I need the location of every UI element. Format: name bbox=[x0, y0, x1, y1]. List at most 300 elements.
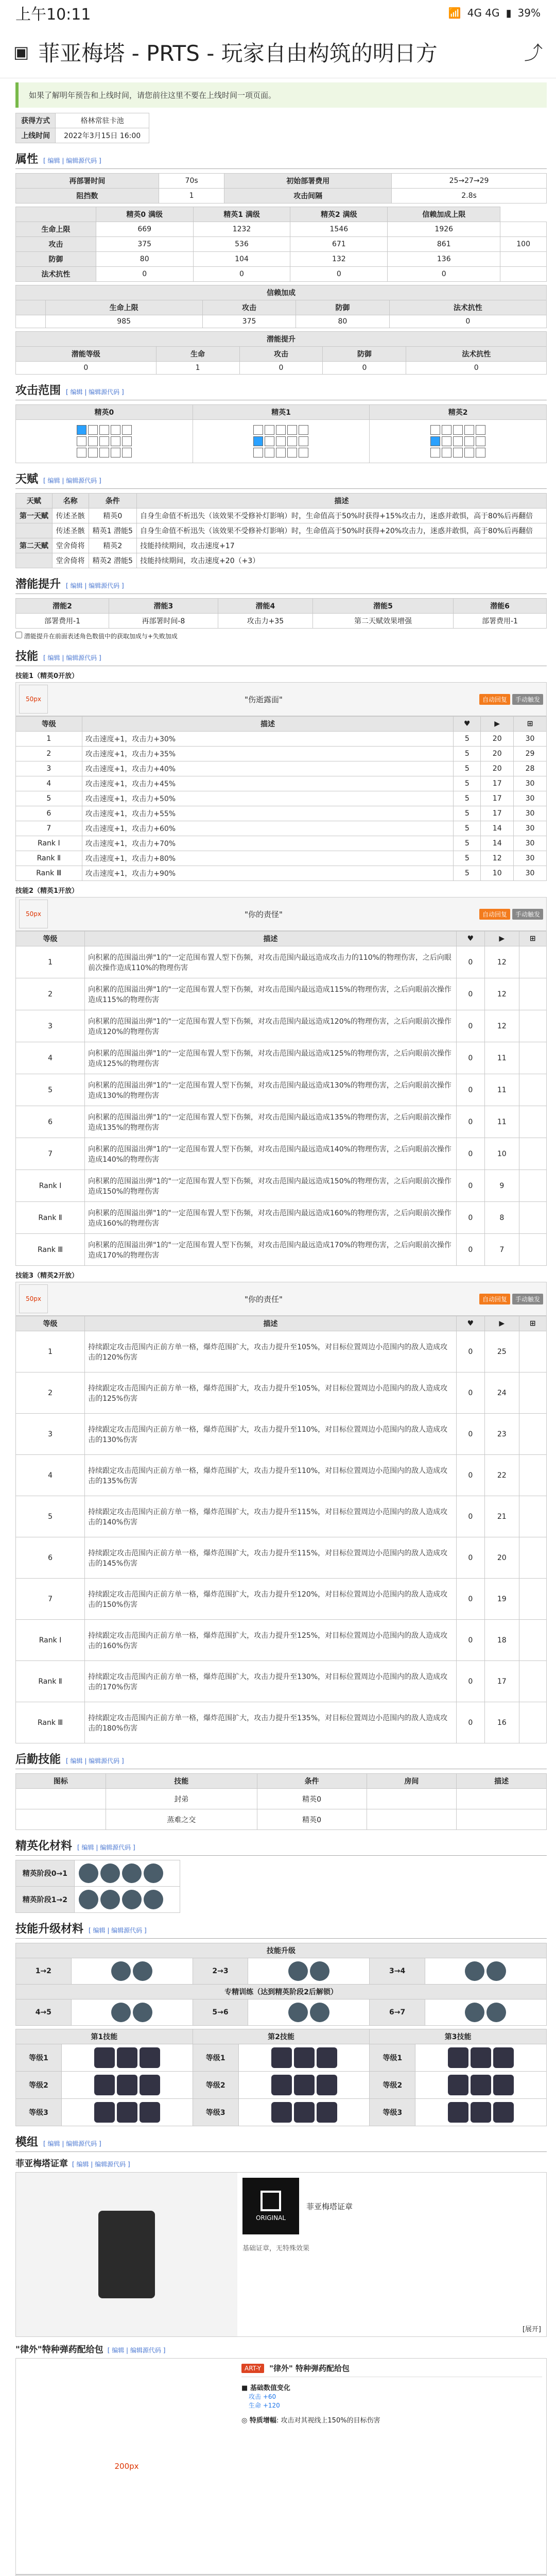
spec-head: 第3技能 bbox=[370, 2029, 547, 2044]
cell: 房间 bbox=[367, 1774, 457, 1789]
elite-table bbox=[15, 1860, 180, 1913]
table-row bbox=[16, 1579, 547, 1620]
cell: 1 bbox=[16, 1331, 85, 1372]
cell: 0 bbox=[456, 1170, 484, 1202]
spec-head: 第2技能 bbox=[193, 2029, 370, 2044]
cell: 5 bbox=[454, 821, 481, 836]
potential-checkbox[interactable] bbox=[15, 632, 22, 638]
mod-bonus-txt: 攻击对其视线上150%的目标伤害 bbox=[281, 2417, 380, 2425]
cell: 861 bbox=[388, 237, 500, 252]
battery-text: 39% bbox=[517, 7, 541, 19]
cell: 信赖加成上限 bbox=[388, 207, 500, 222]
cell: 0 bbox=[239, 362, 323, 375]
cell bbox=[519, 1372, 546, 1414]
cell: 3 bbox=[16, 1414, 85, 1455]
cell: 0 bbox=[456, 1010, 484, 1042]
edit-link[interactable]: [ 编辑 | 编辑源代码 ] bbox=[107, 2347, 166, 2354]
table-row bbox=[16, 1537, 547, 1579]
cell: 精英0 bbox=[89, 509, 137, 523]
cell: 向积累的范围溢出弹"1的"一定范围布置人型下伤频，对攻击范围内最远造成115%的物理伤害，之后向眼前次操作造成115%的物理伤害 bbox=[85, 978, 457, 1010]
cell: 0 bbox=[456, 1138, 484, 1170]
table-row bbox=[16, 776, 547, 791]
table-row bbox=[16, 1042, 547, 1074]
cell: 持续跟定攻击范围内正前方单一格，爆炸范围扩大，攻击力提升至105%，对目标位置周边小范围内的敌人造成攻击的120%伤害 bbox=[85, 1331, 457, 1372]
section-skillmat bbox=[15, 1920, 547, 1939]
cell bbox=[519, 1138, 546, 1170]
attr-stats-table bbox=[15, 207, 547, 282]
edit-link[interactable]: [ 编辑 | 编辑源代码 ] bbox=[72, 2161, 130, 2168]
skill-tag: 自动回复 bbox=[479, 1294, 510, 1304]
cell: 1 bbox=[156, 362, 239, 375]
cell: 精英1 潜能5 bbox=[89, 523, 137, 538]
cell: ⊞ bbox=[519, 1316, 546, 1331]
cell: 名称 bbox=[52, 494, 89, 509]
edit-link[interactable]: [ 编辑 | 编辑源代码 ] bbox=[43, 477, 101, 484]
cell: 法术抗性 bbox=[389, 300, 546, 315]
cell bbox=[519, 1331, 546, 1372]
skill-icon: 50px bbox=[19, 1284, 48, 1313]
cell: 0 bbox=[456, 1702, 484, 1743]
edit-link[interactable]: [ 编辑 | 编辑源代码 ] bbox=[66, 582, 124, 589]
range-table bbox=[15, 404, 547, 463]
skill-header bbox=[15, 897, 547, 931]
skill-label: 技能1（精英0开放） bbox=[15, 672, 79, 680]
cell: ⊞ bbox=[514, 717, 547, 732]
spec-lv: 等级3 bbox=[16, 2099, 62, 2126]
cell: 5 bbox=[454, 866, 481, 881]
table-row bbox=[16, 1372, 547, 1414]
cell: 671 bbox=[290, 237, 388, 252]
cell: 向积累的范围溢出弹"1的"一定范围布置人型下伤频，对攻击范围内最远造成135%的物理伤害，之后向眼前次操作造成135%的物理伤害 bbox=[85, 1106, 457, 1138]
range-grid-e1 bbox=[196, 425, 367, 457]
cell: 5 bbox=[454, 747, 481, 761]
cell: 持续跟定攻击范围内正前方单一格，爆炸范围扩大，攻击力提升至130%，对目标位置周边小范围内的敌人造成攻击的170%伤害 bbox=[85, 1661, 457, 1702]
cell: 图标 bbox=[16, 1774, 106, 1789]
cell: 0 bbox=[406, 362, 547, 375]
cell: 4 bbox=[16, 1455, 85, 1496]
cell: 1232 bbox=[193, 222, 290, 237]
notice-box bbox=[15, 82, 547, 108]
cell: 传述圣骸 bbox=[52, 509, 89, 523]
cell bbox=[519, 1234, 546, 1266]
cell: 0 bbox=[456, 1620, 484, 1661]
cell: Rank Ⅱ bbox=[16, 1202, 85, 1234]
cell: 7 bbox=[16, 1138, 85, 1170]
cell: 4 bbox=[16, 776, 82, 791]
spec-lv: 等级1 bbox=[16, 2044, 62, 2072]
cell: 536 bbox=[193, 237, 290, 252]
spec-lv: 等级3 bbox=[370, 2099, 415, 2126]
section-skills bbox=[15, 648, 547, 666]
section-title: 技能升级材料 bbox=[15, 1923, 84, 1936]
skill-label: 技能3（精英2开放） bbox=[15, 1272, 79, 1280]
cell: 0 bbox=[456, 1372, 484, 1414]
cell: 80 bbox=[96, 252, 193, 267]
cell: 0 bbox=[456, 1234, 484, 1266]
cell: 封弟 bbox=[106, 1789, 257, 1809]
cell: 2 bbox=[16, 978, 85, 1010]
cell: 104 bbox=[193, 252, 290, 267]
cell: 0 bbox=[456, 1661, 484, 1702]
cell: 28 bbox=[514, 761, 547, 776]
cell: 70s bbox=[159, 174, 224, 189]
skill-table bbox=[15, 1316, 547, 1743]
signal-text: 4G 4G bbox=[467, 7, 500, 19]
cell: 蒸难之交 bbox=[106, 1809, 257, 1830]
cell: 5 bbox=[454, 836, 481, 851]
cell: 20 bbox=[481, 747, 514, 761]
spec-lv: 等级1 bbox=[370, 2044, 415, 2072]
cell: 0 bbox=[389, 315, 546, 328]
skill-label: 技能2（精英1开放） bbox=[15, 887, 79, 895]
cell: 5 bbox=[16, 791, 82, 806]
cell: 精英1 满级 bbox=[193, 207, 290, 222]
cell: 再部署时间-8 bbox=[109, 614, 218, 629]
cell: 30 bbox=[514, 836, 547, 851]
skill-step: 6→7 bbox=[370, 1999, 425, 2026]
spec-lv: 等级2 bbox=[370, 2072, 415, 2099]
edit-link[interactable]: [ 编辑 | 编辑源代码 ] bbox=[43, 157, 101, 164]
edit-link[interactable]: [ 编辑 | 编辑源代码 ] bbox=[89, 1927, 147, 1934]
cell: 6 bbox=[16, 1106, 85, 1138]
cell: 9 bbox=[484, 1170, 519, 1202]
cell bbox=[519, 1661, 546, 1702]
section-title: 攻击范围 bbox=[15, 384, 61, 397]
mod-attr2: 生命 +120 bbox=[249, 2402, 280, 2409]
cell: 攻击速度+1，攻击力+55% bbox=[82, 806, 454, 821]
cell: 17 bbox=[481, 776, 514, 791]
cell: Rank Ⅱ bbox=[16, 851, 82, 866]
cell: 0 bbox=[456, 1106, 484, 1138]
release-key: 上线时间 bbox=[16, 128, 56, 143]
cell: 第二天赋效果增强 bbox=[313, 614, 454, 629]
mod-attr: 基础数值变化 bbox=[250, 2384, 290, 2392]
table-row bbox=[16, 791, 547, 806]
cell: 30 bbox=[514, 866, 547, 881]
cell bbox=[16, 207, 96, 222]
edit-link[interactable]: [ 编辑 | 编辑源代码 ] bbox=[43, 654, 101, 662]
skill-tag: 手动触发 bbox=[512, 694, 543, 705]
cell: Rank Ⅲ bbox=[16, 1702, 85, 1743]
cell: 0 bbox=[456, 1496, 484, 1537]
section-title: 属性 bbox=[15, 153, 39, 166]
cell bbox=[519, 1455, 546, 1496]
skill-tag: 手动触发 bbox=[512, 909, 543, 920]
table-row bbox=[16, 1202, 547, 1234]
cell: 持续跟定攻击范围内正前方单一格，爆炸范围扩大，攻击力提升至120%，对目标位置周边小范围内的敌人造成攻击的150%伤害 bbox=[85, 1579, 457, 1620]
table-row bbox=[16, 1138, 547, 1170]
table-row bbox=[16, 1010, 547, 1042]
cell: 传述圣骸 bbox=[52, 523, 89, 538]
cell: 16 bbox=[484, 1702, 519, 1743]
elite-key: 精英阶段0→1 bbox=[16, 1860, 75, 1887]
mod-image-label: 200px bbox=[114, 2462, 139, 2471]
cell: Rank Ⅲ bbox=[16, 1234, 85, 1266]
cell: 法术抗性 bbox=[16, 267, 96, 282]
cell: 描述 bbox=[457, 1774, 547, 1789]
cell bbox=[16, 523, 53, 538]
cell bbox=[519, 1620, 546, 1661]
cell: 描述 bbox=[85, 931, 457, 946]
cell: 375 bbox=[96, 237, 193, 252]
cell: 2.8s bbox=[392, 189, 547, 204]
trust-title: 信赖加成 bbox=[16, 285, 547, 300]
cell: Rank Ⅲ bbox=[16, 866, 82, 881]
cell: 0 bbox=[456, 1202, 484, 1234]
cell: 攻击速度+1，攻击力+70% bbox=[82, 836, 454, 851]
skillmat-spec: 专精训练（达到精英阶段2后解锁） bbox=[16, 1985, 547, 1999]
cell: 自身生命值不析迅失（该效果不受修补灯影响）时，生命值高于50%时获得+20%攻击力，迷惑并敢惧，高于80%后再翻倍 bbox=[137, 523, 547, 538]
cell: Rank Ⅰ bbox=[16, 836, 82, 851]
cell: 描述 bbox=[137, 494, 547, 509]
cell bbox=[367, 1789, 457, 1809]
cell: 持续跟定攻击范围内正前方单一格，爆炸范围扩大，攻击力提升至110%，对目标位置周边小范围内的敌人造成攻击的130%伤害 bbox=[85, 1414, 457, 1455]
cert-name: 菲亚梅塔证章 bbox=[306, 2201, 353, 2211]
cell: 初始部署费用 bbox=[224, 174, 392, 189]
cell: 8 bbox=[484, 1202, 519, 1234]
cell: 30 bbox=[514, 821, 547, 836]
cell: 20 bbox=[481, 761, 514, 776]
table-row bbox=[16, 836, 547, 851]
cell: 3 bbox=[16, 761, 82, 776]
cell: 30 bbox=[514, 776, 547, 791]
cell: 12 bbox=[481, 851, 514, 866]
cell: 10 bbox=[484, 1138, 519, 1170]
cell: 1546 bbox=[290, 222, 388, 237]
table-row bbox=[16, 1455, 547, 1496]
cell bbox=[16, 300, 46, 315]
cell: 20 bbox=[481, 732, 514, 747]
cell: 18 bbox=[484, 1620, 519, 1661]
section-title: 天赋 bbox=[15, 473, 39, 486]
section-elite bbox=[15, 1837, 547, 1856]
cell: 5 bbox=[16, 1496, 85, 1537]
cell: 生命 bbox=[156, 347, 239, 362]
elite-key: 精英阶段1→2 bbox=[16, 1887, 75, 1913]
signal-icon: 📶 bbox=[448, 7, 461, 19]
cell: 0 bbox=[456, 1414, 484, 1455]
table-row bbox=[16, 1702, 547, 1743]
cell: 堂舍倚将 bbox=[52, 553, 89, 568]
cell: 375 bbox=[202, 315, 296, 328]
cell bbox=[519, 1042, 546, 1074]
cell bbox=[16, 315, 46, 328]
skill-tag: 自动回复 bbox=[479, 694, 510, 705]
cell: 30 bbox=[514, 732, 547, 747]
cell: 0 bbox=[193, 267, 290, 282]
edit-link[interactable]: [ 编辑 | 编辑源代码 ] bbox=[66, 388, 124, 396]
cell: 10 bbox=[481, 866, 514, 881]
article-content bbox=[0, 82, 556, 2576]
section-range bbox=[15, 382, 547, 400]
cell: 5 bbox=[454, 806, 481, 821]
cell: 精英2 bbox=[89, 538, 137, 553]
spec-lv: 等级2 bbox=[193, 2072, 238, 2099]
cell: 0 bbox=[388, 267, 500, 282]
release-val: 格林常驻卡池 bbox=[56, 113, 149, 128]
potential-table bbox=[15, 598, 547, 629]
skill-header bbox=[15, 1282, 547, 1316]
cell: 技能 bbox=[106, 1774, 257, 1789]
status-bar bbox=[0, 0, 556, 26]
cell: ♥ bbox=[456, 1316, 484, 1331]
skill-step: 1→2 bbox=[16, 1958, 72, 1985]
cell: 条件 bbox=[257, 1774, 367, 1789]
share-icon[interactable]: ⤴ bbox=[524, 43, 543, 64]
cell: 向积累的范围溢出弹"1的"一定范围布置人型下伤频，对攻击范围内最远造成攻击力的110%的物理伤害，之后向眼前次操作造成110%的物理伤害 bbox=[85, 946, 457, 978]
section-module bbox=[15, 2133, 547, 2152]
cell: 防御 bbox=[323, 347, 406, 362]
skill-tag: 自动回复 bbox=[479, 909, 510, 920]
cert-title: 菲亚梅塔证章 bbox=[15, 2159, 68, 2169]
cell: 潜能3 bbox=[109, 599, 218, 614]
cell: 精英0 bbox=[257, 1809, 367, 1830]
edit-link[interactable]: [ 编辑 | 编辑源代码 ] bbox=[77, 1844, 135, 1851]
cell: 堂舍倚将 bbox=[52, 538, 89, 553]
table-row bbox=[16, 1620, 547, 1661]
cell: 法术抗性 bbox=[406, 347, 547, 362]
original-text: ORIGINAL bbox=[255, 2214, 286, 2222]
cell: 攻击速度+1，攻击力+60% bbox=[82, 821, 454, 836]
cell bbox=[519, 946, 546, 978]
cell: 描述 bbox=[82, 717, 454, 732]
range-grid-e0 bbox=[19, 425, 189, 457]
section-potential bbox=[15, 575, 547, 594]
cell: 精英0 满级 bbox=[96, 207, 193, 222]
cell: 5 bbox=[454, 732, 481, 747]
table-row bbox=[16, 1331, 547, 1372]
cell: 25 bbox=[484, 1331, 519, 1372]
table-row bbox=[16, 1496, 547, 1537]
cert-image bbox=[16, 2173, 237, 2336]
cell: 25→27→29 bbox=[392, 174, 547, 189]
spec-lv: 等级3 bbox=[193, 2099, 238, 2126]
mod-label: ART-Y bbox=[241, 2364, 264, 2373]
cell: 0 bbox=[456, 1042, 484, 1074]
skill-step: 2→3 bbox=[193, 1958, 248, 1985]
skill-name: "你的责任" bbox=[245, 1294, 283, 1304]
range-label: 精英2 bbox=[370, 405, 547, 420]
browser-titlebar bbox=[0, 26, 556, 78]
cell: ♥ bbox=[456, 931, 484, 946]
cell: 30 bbox=[514, 791, 547, 806]
section-title: 后勤技能 bbox=[15, 1753, 61, 1766]
cell: 描述 bbox=[85, 1316, 457, 1331]
cell bbox=[519, 1010, 546, 1042]
cell: 5 bbox=[454, 791, 481, 806]
talent-table bbox=[15, 493, 547, 568]
expand-link[interactable]: [展开] bbox=[522, 2326, 541, 2333]
table-row bbox=[16, 866, 547, 881]
cell: 2 bbox=[16, 1372, 85, 1414]
table-row bbox=[16, 1106, 547, 1138]
section-attributes bbox=[15, 150, 547, 169]
edit-link[interactable]: [ 编辑 | 编辑源代码 ] bbox=[66, 1757, 124, 1765]
cell: 向积累的范围溢出弹"1的"一定范围布置人型下伤频，对攻击范围内最远造成125%的物理伤害，之后向眼前次操作造成125%的物理伤害 bbox=[85, 1042, 457, 1074]
cell: 向积累的范围溢出弹"1的"一定范围布置人型下伤频，对攻击范围内最远造成130%的物理伤害，之后向眼前次操作造成130%的物理伤害 bbox=[85, 1074, 457, 1106]
cell: 2 bbox=[16, 747, 82, 761]
cell: 第一天赋 bbox=[16, 509, 53, 523]
cell: 4 bbox=[16, 1042, 85, 1074]
spec-lv: 等级1 bbox=[193, 2044, 238, 2072]
cell bbox=[519, 978, 546, 1010]
cell: 持续跟定攻击范围内正前方单一格，爆炸范围扩大，攻击力提升至115%，对目标位置周边小范围内的敌人造成攻击的145%伤害 bbox=[85, 1537, 457, 1579]
cell: 精英2 满级 bbox=[290, 207, 388, 222]
range-label: 精英0 bbox=[16, 405, 193, 420]
cell: 向积累的范围溢出弹"1的"一定范围布置人型下伤频，对攻击范围内最远造成120%的物理伤害，之后向眼前次操作造成120%的物理伤害 bbox=[85, 1010, 457, 1042]
release-key: 获得方式 bbox=[16, 113, 56, 128]
cell bbox=[500, 252, 547, 267]
cell: Rank Ⅱ bbox=[16, 1661, 85, 1702]
cert-desc: 基础证章，无特殊效果 bbox=[242, 2245, 310, 2252]
skill-step: 5→6 bbox=[193, 1999, 248, 2026]
section-title: 模组 bbox=[15, 2136, 39, 2149]
cell bbox=[519, 1537, 546, 1579]
mod-heading bbox=[15, 2342, 547, 2355]
cell: 阻挡数 bbox=[16, 189, 159, 204]
skill-step: 3→4 bbox=[370, 1958, 425, 1985]
cell: 攻击速度+1，攻击力+90% bbox=[82, 866, 454, 881]
battery-icon: ▮ bbox=[506, 7, 512, 19]
notice-text: 如果了解明年预告和上线时间，请您前往这里不要在上线时间一项页面。 bbox=[29, 91, 276, 100]
cell: 0 bbox=[456, 978, 484, 1010]
cell: 17 bbox=[481, 806, 514, 821]
mod-bonus: 特质增幅 bbox=[249, 2417, 276, 2425]
table-row bbox=[16, 1170, 547, 1202]
range-label: 精英1 bbox=[193, 405, 370, 420]
cell bbox=[367, 1809, 457, 1830]
cell bbox=[16, 1789, 106, 1809]
cell bbox=[16, 1809, 106, 1830]
edit-link[interactable]: [ 编辑 | 编辑源代码 ] bbox=[43, 2140, 101, 2147]
skill-step: 4→5 bbox=[16, 1999, 72, 2026]
cell: 技能持续期间，攻击速度+20（+3） bbox=[137, 553, 547, 568]
cell: 0 bbox=[290, 267, 388, 282]
original-badge bbox=[242, 2178, 299, 2234]
pot-title: 潜能提升 bbox=[16, 332, 547, 347]
cell: 17 bbox=[484, 1661, 519, 1702]
cell: 持续跟定攻击范围内正前方单一格，爆炸范围扩大，攻击力提升至105%，对目标位置周边小范围内的敌人造成攻击的125%伤害 bbox=[85, 1372, 457, 1414]
cell: 潜能6 bbox=[453, 599, 546, 614]
cell: 100 bbox=[500, 237, 547, 252]
cell: ♥ bbox=[454, 717, 481, 732]
cell bbox=[519, 1074, 546, 1106]
release-val: 2022年3月15日 16:00 bbox=[56, 128, 149, 143]
cell: 技能持续期间，攻击速度+17 bbox=[137, 538, 547, 553]
skill-table bbox=[15, 716, 547, 881]
base-table bbox=[15, 1773, 547, 1830]
skill-header bbox=[15, 682, 547, 716]
cell bbox=[519, 1496, 546, 1537]
cell: 等级 bbox=[16, 931, 85, 946]
cell: 持续跟定攻击范围内正前方单一格，爆炸范围扩大，攻击力提升至115%，对目标位置周边小范围内的敌人造成攻击的140%伤害 bbox=[85, 1496, 457, 1537]
skill-name: "伤逝露面" bbox=[245, 694, 283, 704]
cell: 攻击 bbox=[16, 237, 96, 252]
cell: 5 bbox=[454, 776, 481, 791]
potential-note-text: 潜能提升在前面表述角色数值中的获取加成与+失败加成 bbox=[24, 633, 178, 640]
cell: 669 bbox=[96, 222, 193, 237]
cell: 向积累的范围溢出弹"1的"一定范围布置人型下伤频，对攻击范围内最远造成150%的物理伤害，之后向眼前次操作造成150%的物理伤害 bbox=[85, 1170, 457, 1202]
cell: 潜能5 bbox=[313, 599, 454, 614]
cell: 14 bbox=[481, 821, 514, 836]
cell: 精英2 潜能5 bbox=[89, 553, 137, 568]
cell: 17 bbox=[481, 791, 514, 806]
cell bbox=[519, 1579, 546, 1620]
cell bbox=[500, 267, 547, 282]
cell bbox=[457, 1809, 547, 1830]
clock: 上午10:11 bbox=[15, 6, 91, 24]
cell: 潜能2 bbox=[16, 599, 109, 614]
